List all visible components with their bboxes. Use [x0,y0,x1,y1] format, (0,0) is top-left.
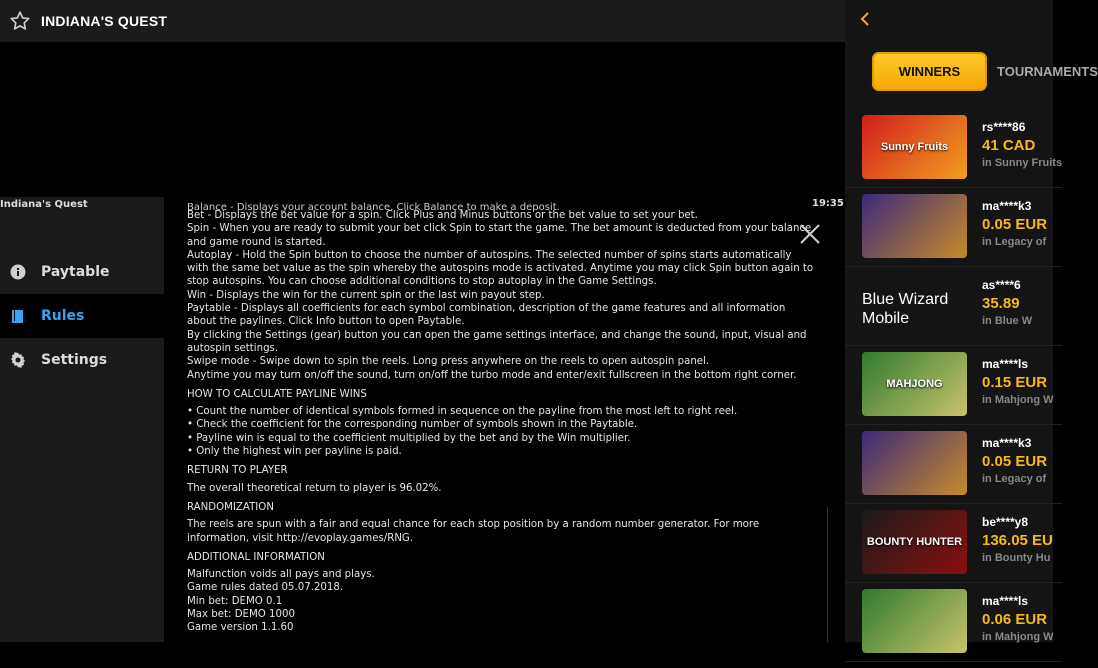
winner-username: rs****86 [982,120,1026,134]
rules-heading: RETURN TO PLAYER [187,465,288,477]
rules-menu [0,250,164,382]
winner-username: be****y8 [982,515,1029,529]
menu-item-label: Rules [41,308,85,324]
rules-bullet: • Count the number of identical symbols formed in sequence on the payline from the most left to right reel. [187,406,738,418]
row-divider [845,503,1062,504]
rules-heading: RANDOMIZATION [187,501,274,513]
sidebar-tabs [872,52,1098,91]
game-thumbnail[interactable] [862,115,967,179]
tab-winners[interactable]: WINNERS [872,52,987,91]
rules-line: Game rules dated 05.07.2018. [187,582,344,594]
winner-amount: 0.05 EUR [982,453,1048,470]
rules-bullet: • Check the coefficient for the corresponding number of symbols shown in the Paytable. [187,419,638,431]
winner-amount: 35.89 [982,295,1020,312]
winner-row[interactable] [862,352,1062,431]
menu-item-settings[interactable] [0,338,164,382]
game-thumbnail[interactable]: Blue Wizard Mobile [862,291,949,327]
game-header [0,0,845,42]
rules-line: By clicking the Settings (gear) button you can open the game settings interface, and change the sound, input, visual and autospin settings. [187,329,807,354]
info-icon [10,264,26,280]
rules-bullet: • Payline win is equal to the coefficient multiplied by the bet and by the Win multiplier. [187,432,631,444]
winner-game-name: in Mahjong W [982,631,1054,643]
rules-clipped-line: Balance - Displays your account balance. Click Balance to make a deposit. [187,202,560,213]
rules-line: The reels are spun with a fair and equal chance for each stop position by a random number generator. For more information, visit http://evoplay.games/RNG. [187,519,760,544]
thumbnail-logo: BOUNTY HUNTER [866,535,963,548]
winner-game-name: in Sunny Fruits [982,157,1063,169]
winner-info [982,278,1032,352]
chevron-left-icon [859,10,871,28]
winner-amount: 0.15 EUR [982,374,1048,391]
winner-info [982,199,1047,273]
winner-game-name: in Legacy of [982,473,1047,485]
menu-item-label: Settings [41,352,108,368]
winners-list [862,115,1062,668]
rules-line: Game version 1.1.60 [187,622,294,634]
winner-game-name: in Bounty Hu [982,552,1051,564]
rules-heading: HOW TO CALCULATE PAYLINE WINS [187,388,367,400]
row-divider [845,661,1062,662]
row-divider [845,582,1062,583]
menu-item-rules[interactable] [0,294,164,338]
game-thumbnail[interactable] [862,352,967,416]
game-frame [0,42,845,642]
book-icon [10,308,26,324]
winner-row[interactable] [862,510,1062,589]
winner-amount: 0.05 EUR [982,216,1048,233]
thumbnail-logo: MAHJONG [886,377,943,390]
winner-username: as****6 [982,278,1021,292]
game-thumbnail[interactable] [862,194,967,258]
winner-row[interactable] [862,273,1062,352]
winner-game-name: in Legacy of [982,236,1047,248]
collapse-sidebar-button[interactable] [859,10,871,28]
rules-line: Win - Displays the win for the current spin or the last win payout step. [187,289,545,301]
winner-info [982,594,1053,668]
winner-amount: 0.06 EUR [982,611,1048,628]
menu-item-paytable[interactable] [0,250,164,294]
game-thumbnail[interactable] [862,510,967,574]
game-thumbnail[interactable] [862,431,967,495]
rules-line: Anytime you may turn on/off the sound, turn on/off the turbo mode and enter/exit fullscreen in the bottom right corner. [187,369,797,381]
winner-username: ma****k3 [982,436,1032,450]
thumbnail-logo: Sunny Fruits [880,140,949,153]
rules-line: Max bet: DEMO 1000 [187,609,295,621]
rules-line: The overall theoretical return to player is 96.02%. [187,482,442,494]
winner-row[interactable] [862,115,1062,194]
rules-line: Bet - Displays the bet value for a spin. Click Plus and Minus buttons or the bet value to set your bet. [187,210,698,221]
rules-line: Spin - When you are ready to submit your bet click Spin to start the game. The bet amount is deducted from your balance and game round is started. [187,223,812,248]
winner-amount: 136.05 EU [982,532,1053,549]
row-divider [845,266,1062,267]
rules-line: Malfunction voids all pays and plays. [187,569,375,581]
rules-line: Swipe mode - Swipe down to spin the reels. Long press anywhere on the reels to open autospin panel. [187,356,710,368]
rules-text [187,202,815,642]
rules-scrollbar[interactable] [827,507,828,642]
winner-info [982,120,1062,194]
winner-username: ma****k3 [982,199,1032,213]
gear-icon [10,352,26,368]
page-title: INDIANA'S QUEST [41,13,168,29]
row-divider [845,424,1062,425]
winner-game-name: in Mahjong W [982,394,1054,406]
winner-info [982,357,1053,431]
winner-amount: 41 CAD [982,137,1036,154]
winner-username: ma****ls [982,357,1029,371]
winner-info [982,436,1047,510]
rules-bullet: • Only the highest win per payline is paid. [187,446,402,458]
winner-row[interactable] [862,431,1062,510]
game-thumbnail[interactable] [862,589,967,653]
menu-item-label: Paytable [41,264,110,280]
rules-heading: ADDITIONAL INFORMATION [187,551,325,563]
row-divider [845,187,1062,188]
winner-info [982,515,1053,589]
rules-line: Autoplay - Hold the Spin button to choose the number of autospins. The selected number of spins starts automatically with the same bet value as the spin whereby the autospins mode is activated. Anytime you may click Spin button again to stop autospins. You can choose additional conditions to stop autoplay in the Game Settings. [187,249,814,288]
winner-row[interactable] [862,194,1062,273]
winner-row[interactable] [862,589,1062,668]
star-icon[interactable] [9,10,31,32]
winner-game-name: in Blue W [982,315,1033,327]
rules-line: Paytable - Displays all coefficients for each symbol combination, description of the game features and all information about the paylines. Click Info button to open Paytable. [187,303,786,328]
rules-line: Min bet: DEMO 0.1 [187,595,283,607]
clock-time: 19:35 [812,198,844,209]
winner-username: ma****ls [982,594,1029,608]
game-mini-title: Indiana's Quest [0,199,88,210]
winners-sidebar [845,0,1098,643]
tab-tournaments[interactable]: TOURNAMENTS [997,64,1098,79]
row-divider [845,345,1062,346]
